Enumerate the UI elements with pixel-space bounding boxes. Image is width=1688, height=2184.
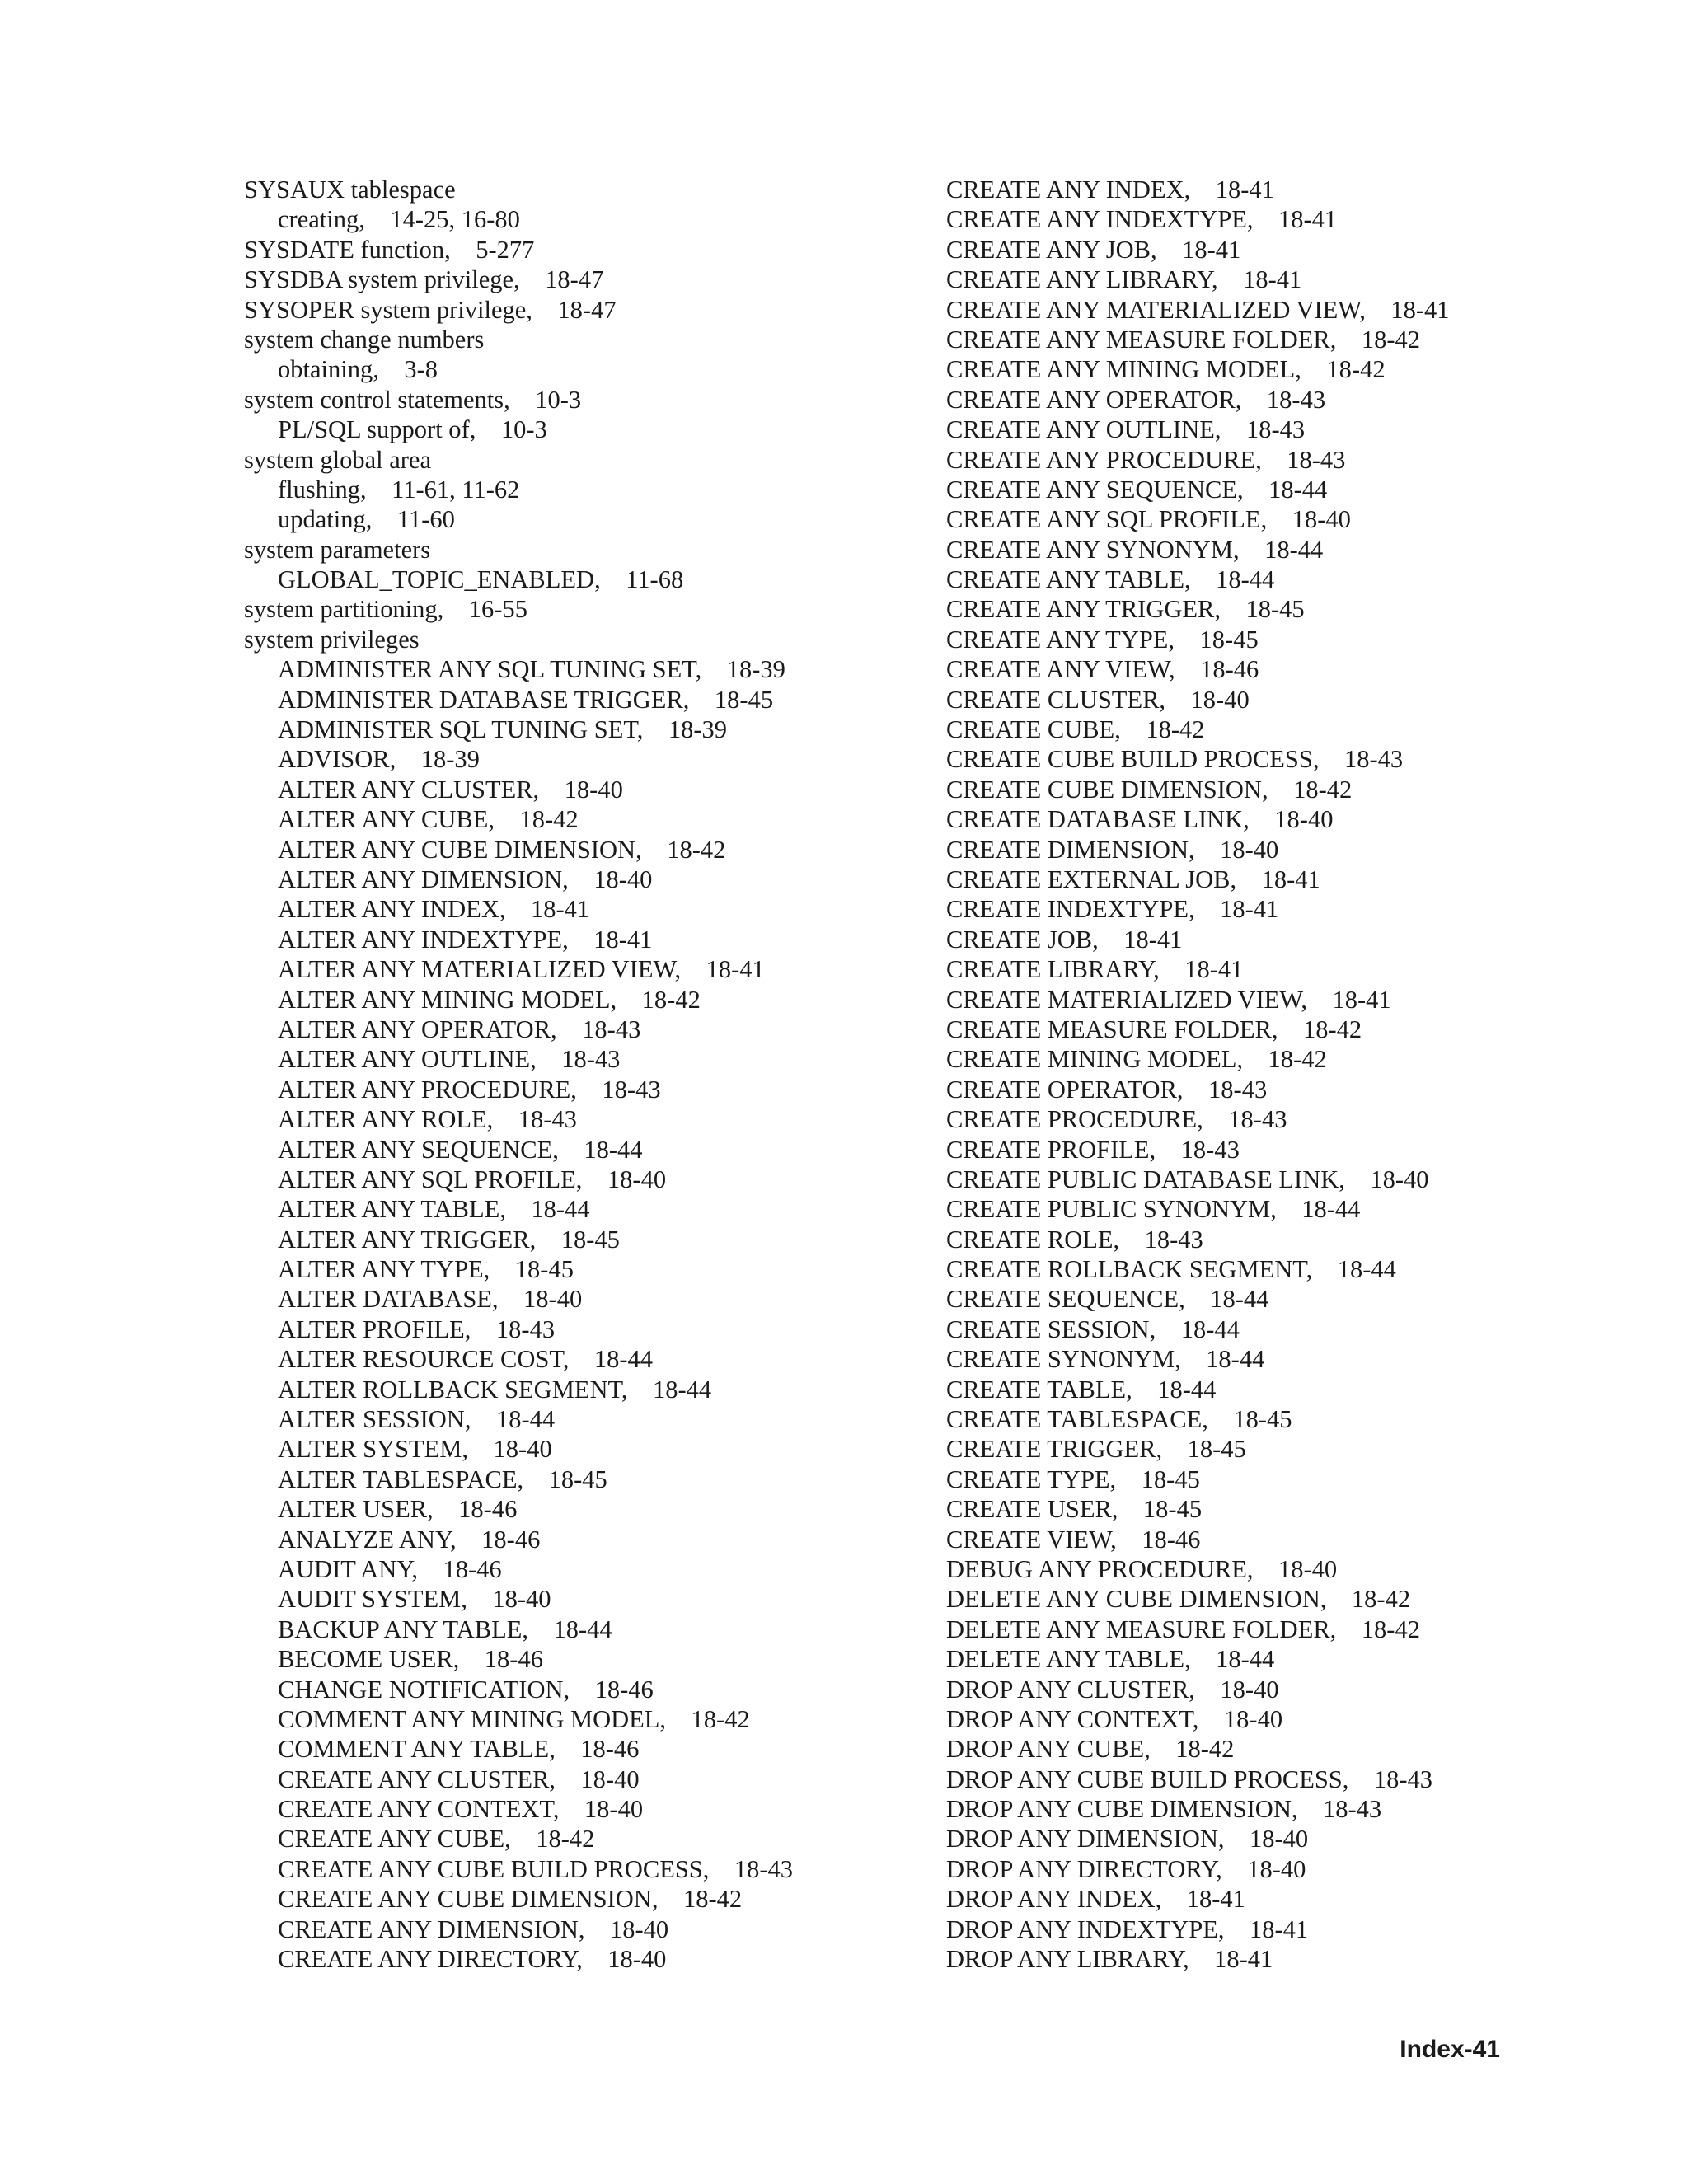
index-entry: CREATE ANY INDEXTYPE, 18-41 xyxy=(946,205,1338,234)
index-subentry: updating, 11-60 xyxy=(278,505,455,534)
index-subentry: CREATE ANY CUBE DIMENSION, 18-42 xyxy=(278,1885,743,1914)
index-subentry: ALTER ANY OUTLINE, 18-43 xyxy=(278,1045,621,1074)
index-subentry: AUDIT ANY, 18-46 xyxy=(278,1554,502,1583)
index-entry: CREATE USER, 18-45 xyxy=(946,1495,1203,1524)
index-entry: CREATE CLUSTER, 18-40 xyxy=(946,685,1250,714)
index-subentry: ANALYZE ANY, 18-46 xyxy=(278,1525,541,1554)
index-subentry: COMMENT ANY MINING MODEL, 18-42 xyxy=(278,1704,750,1733)
index-entry: DEBUG ANY PROCEDURE, 18-40 xyxy=(946,1554,1338,1583)
index-subentry: ALTER PROFILE, 18-43 xyxy=(278,1315,556,1343)
index-entry: DROP ANY LIBRARY, 18-41 xyxy=(946,1945,1273,1974)
index-subentry: ALTER ANY TABLE, 18-44 xyxy=(278,1195,590,1224)
index-entry: CREATE OPERATOR, 18-43 xyxy=(946,1075,1268,1104)
index-entry: DROP ANY CUBE BUILD PROCESS, 18-43 xyxy=(946,1765,1433,1793)
index-entry: SYSOPER system privilege, 18-47 xyxy=(244,295,617,324)
index-subentry: ALTER ANY ROLE, 18-43 xyxy=(278,1105,577,1134)
index-entry: DROP ANY INDEX, 18-41 xyxy=(946,1885,1245,1914)
index-subentry: CREATE ANY CONTEXT, 18-40 xyxy=(278,1795,644,1824)
index-entry: DROP ANY CUBE, 18-42 xyxy=(946,1735,1235,1764)
index-entry: CREATE SYNONYM, 18-44 xyxy=(946,1345,1265,1374)
index-entry: SYSDATE function, 5-277 xyxy=(244,235,535,264)
index-entry: DROP ANY CONTEXT, 18-40 xyxy=(946,1704,1283,1733)
index-entry: CREATE CUBE DIMENSION, 18-42 xyxy=(946,775,1353,804)
index-entry: CREATE LIBRARY, 18-41 xyxy=(946,955,1244,984)
index-entry: system partitioning, 16-55 xyxy=(244,595,528,624)
index-subentry: ALTER USER, 18-46 xyxy=(278,1495,518,1524)
index-entry: DELETE ANY CUBE DIMENSION, 18-42 xyxy=(946,1585,1411,1614)
index-entry: CREATE ANY MINING MODEL, 18-42 xyxy=(946,355,1386,384)
index-subentry: ALTER ANY DIMENSION, 18-40 xyxy=(278,865,653,893)
index-subentry: ADVISOR, 18-39 xyxy=(278,745,480,774)
index-subentry: PL/SQL support of, 10-3 xyxy=(278,415,547,444)
index-subentry: ADMINISTER SQL TUNING SET, 18-39 xyxy=(278,715,728,744)
index-subentry: ALTER ANY MATERIALIZED VIEW, 18-41 xyxy=(278,955,765,984)
index-subentry: flushing, 11-61, 11-62 xyxy=(278,475,520,504)
index-entry: CREATE TABLESPACE, 18-45 xyxy=(946,1405,1292,1434)
index-entry: DROP ANY DIMENSION, 18-40 xyxy=(946,1825,1309,1854)
index-subentry: ADMINISTER ANY SQL TUNING SET, 18-39 xyxy=(278,655,785,684)
index-entry: CREATE ANY MEASURE FOLDER, 18-42 xyxy=(946,325,1421,354)
index-subentry: ALTER ANY CUBE DIMENSION, 18-42 xyxy=(278,835,726,864)
index-entry: CREATE ANY SEQUENCE, 18-44 xyxy=(946,475,1328,504)
index-entry: CREATE CUBE, 18-42 xyxy=(946,715,1205,744)
index-subentry: ALTER ANY TYPE, 18-45 xyxy=(278,1255,574,1284)
index-subentry: ALTER TABLESPACE, 18-45 xyxy=(278,1465,607,1493)
index-subentry: COMMENT ANY TABLE, 18-46 xyxy=(278,1735,640,1764)
index-subentry: CREATE ANY CUBE BUILD PROCESS, 18-43 xyxy=(278,1854,794,1883)
index-entry: CREATE ANY SQL PROFILE, 18-40 xyxy=(946,505,1351,534)
index-entry: CREATE CUBE BUILD PROCESS, 18-43 xyxy=(946,745,1404,774)
index-entry: CREATE VIEW, 18-46 xyxy=(946,1525,1201,1554)
index-entry: CREATE ANY VIEW, 18-46 xyxy=(946,655,1259,684)
index-subentry: ALTER ANY TRIGGER, 18-45 xyxy=(278,1225,620,1254)
page-number: Index-41 xyxy=(1400,2036,1500,2063)
index-entry: CREATE ANY PROCEDURE, 18-43 xyxy=(946,445,1346,474)
index-entry: system parameters xyxy=(244,535,431,564)
index-subentry: ALTER ANY CLUSTER, 18-40 xyxy=(278,775,623,804)
index-subentry: ALTER ANY OPERATOR, 18-43 xyxy=(278,1015,641,1043)
index-entry: CREATE MEASURE FOLDER, 18-42 xyxy=(946,1015,1362,1043)
index-subentry: ALTER ANY SEQUENCE, 18-44 xyxy=(278,1135,643,1164)
index-entry: DROP ANY CLUSTER, 18-40 xyxy=(946,1675,1279,1704)
index-entry: CREATE MINING MODEL, 18-42 xyxy=(946,1045,1327,1074)
index-entry: CREATE SESSION, 18-44 xyxy=(946,1315,1240,1343)
index-entry: CREATE EXTERNAL JOB, 18-41 xyxy=(946,865,1320,893)
index-entry: CREATE ANY JOB, 18-41 xyxy=(946,235,1241,264)
index-subentry: CREATE ANY DIRECTORY, 18-40 xyxy=(278,1945,667,1974)
index-entry: CREATE ANY TABLE, 18-44 xyxy=(946,565,1275,594)
index-entry: CREATE INDEXTYPE, 18-41 xyxy=(946,895,1279,924)
index-subentry: ALTER ANY SQL PROFILE, 18-40 xyxy=(278,1165,667,1193)
index-subentry: ALTER ANY INDEXTYPE, 18-41 xyxy=(278,925,653,954)
index-entry: system privileges xyxy=(244,625,420,654)
index-subentry: creating, 14-25, 16-80 xyxy=(278,205,520,234)
index-subentry: ALTER ANY PROCEDURE, 18-43 xyxy=(278,1075,661,1104)
index-subentry: ALTER ANY MINING MODEL, 18-42 xyxy=(278,985,701,1014)
index-subentry: CREATE ANY DIMENSION, 18-40 xyxy=(278,1915,669,1943)
index-entry: CREATE ANY TRIGGER, 18-45 xyxy=(946,595,1305,624)
index-subentry: ALTER DATABASE, 18-40 xyxy=(278,1285,583,1314)
index-entry: CREATE ANY OPERATOR, 18-43 xyxy=(946,385,1326,414)
index-entry: system control statements, 10-3 xyxy=(244,385,582,414)
index-entry: CREATE ROLLBACK SEGMENT, 18-44 xyxy=(946,1255,1396,1284)
index-entry: DROP ANY DIRECTORY, 18-40 xyxy=(946,1854,1306,1883)
index-subentry: obtaining, 3-8 xyxy=(278,355,438,384)
index-subentry: AUDIT SYSTEM, 18-40 xyxy=(278,1585,551,1614)
index-entry: CREATE ROLE, 18-43 xyxy=(946,1225,1203,1254)
index-entry: CREATE ANY OUTLINE, 18-43 xyxy=(946,415,1306,444)
index-entry: SYSDBA system privilege, 18-47 xyxy=(244,265,604,294)
index-subentry: ALTER SYSTEM, 18-40 xyxy=(278,1435,552,1464)
index-entry: CREATE TABLE, 18-44 xyxy=(946,1375,1217,1404)
index-entry: CREATE ANY LIBRARY, 18-41 xyxy=(946,265,1302,294)
index-entry: DROP ANY INDEXTYPE, 18-41 xyxy=(946,1915,1309,1943)
index-entry: CREATE DIMENSION, 18-40 xyxy=(946,835,1279,864)
index-subentry: CHANGE NOTIFICATION, 18-46 xyxy=(278,1675,654,1704)
index-entry: DROP ANY CUBE DIMENSION, 18-43 xyxy=(946,1795,1382,1824)
index-subentry: ALTER SESSION, 18-44 xyxy=(278,1405,556,1434)
index-entry: CREATE PROFILE, 18-43 xyxy=(946,1135,1240,1164)
index-entry: CREATE MATERIALIZED VIEW, 18-41 xyxy=(946,985,1391,1014)
index-entry: CREATE PUBLIC DATABASE LINK, 18-40 xyxy=(946,1165,1429,1193)
index-entry: CREATE ANY INDEX, 18-41 xyxy=(946,176,1274,204)
index-subentry: BACKUP ANY TABLE, 18-44 xyxy=(278,1615,612,1643)
index-entry: CREATE ANY TYPE, 18-45 xyxy=(946,625,1259,654)
index-entry: CREATE JOB, 18-41 xyxy=(946,925,1183,954)
index-subentry: ALTER ANY INDEX, 18-41 xyxy=(278,895,590,924)
index-entry: CREATE DATABASE LINK, 18-40 xyxy=(946,805,1334,834)
index-subentry: ALTER RESOURCE COST, 18-44 xyxy=(278,1345,653,1374)
index-subentry: CREATE ANY CUBE, 18-42 xyxy=(278,1825,595,1854)
index-entry: CREATE TYPE, 18-45 xyxy=(946,1465,1200,1493)
index-entry: CREATE SEQUENCE, 18-44 xyxy=(946,1285,1269,1314)
index-column-right xyxy=(946,175,1597,1974)
index-entry: system global area xyxy=(244,445,431,474)
index-entry: DELETE ANY MEASURE FOLDER, 18-42 xyxy=(946,1615,1420,1643)
index-entry: system change numbers xyxy=(244,325,485,354)
index-subentry: ALTER ROLLBACK SEGMENT, 18-44 xyxy=(278,1375,712,1404)
index-subentry: CREATE ANY CLUSTER, 18-40 xyxy=(278,1765,640,1793)
index-entry: CREATE ANY MATERIALIZED VIEW, 18-41 xyxy=(946,295,1450,324)
index-entry: SYSAUX tablespace xyxy=(244,176,456,204)
index-entry: CREATE PUBLIC SYNONYM, 18-44 xyxy=(946,1195,1361,1224)
index-subentry: ALTER ANY CUBE, 18-42 xyxy=(278,805,579,834)
index-subentry: ADMINISTER DATABASE TRIGGER, 18-45 xyxy=(278,685,774,714)
index-entry: DELETE ANY TABLE, 18-44 xyxy=(946,1645,1275,1674)
index-subentry: GLOBAL_TOPIC_ENABLED, 11-68 xyxy=(278,565,684,594)
index-column-left xyxy=(244,175,895,1974)
index-entry: CREATE PROCEDURE, 18-43 xyxy=(946,1105,1287,1134)
index-subentry: BECOME USER, 18-46 xyxy=(278,1645,543,1674)
index-entry: CREATE ANY SYNONYM, 18-44 xyxy=(946,535,1324,564)
index-entry: CREATE TRIGGER, 18-45 xyxy=(946,1435,1246,1464)
